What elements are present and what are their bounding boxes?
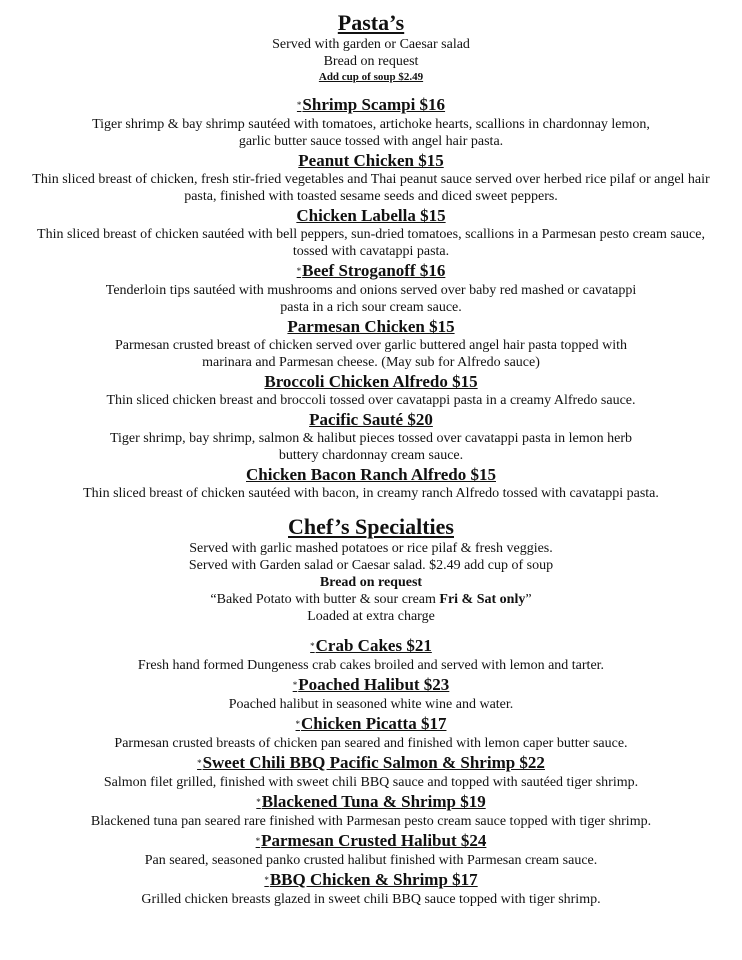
menu-item-title	[0, 674, 742, 696]
menu-item	[0, 752, 742, 791]
menu-item-name-price: BBQ Chicken & Shrimp $17	[269, 870, 478, 889]
menu-item	[0, 409, 742, 464]
asterisk-mark-icon: *	[296, 100, 302, 110]
asterisk-mark-icon: *	[197, 758, 202, 768]
menu-item	[0, 830, 742, 869]
menu-item-title	[0, 635, 742, 657]
menu-item-description: Salmon filet grilled, finished with sweet chili BBQ sauce and topped with sautéed tiger shrimp.	[103, 775, 639, 790]
menu-item-name-price: Sweet Chili BBQ Pacific Salmon & Shrimp $22	[202, 753, 545, 772]
asterisk-mark-icon: *	[255, 836, 261, 846]
soup-note: Add cup of soup $2.49	[318, 71, 424, 83]
menu-item-name-price: Peanut Chicken $15	[298, 151, 444, 170]
menu-item-title	[0, 830, 742, 852]
menu-item	[0, 869, 742, 908]
menu-item-title	[0, 409, 742, 430]
specialties-section	[0, 514, 742, 908]
menu-item-description: Parmesan crusted breast of chicken served over garlic buttered angel hair pasta topped with marinara and Parmesan cheese. (May sub for Alfredo sauce)	[115, 338, 627, 370]
menu-item-title	[0, 205, 742, 226]
menu-item-name-price: Pacific Sauté $20	[309, 410, 433, 429]
extra-charge-note: Loaded at extra charge	[307, 609, 435, 624]
menu-item-name-price: Chicken Labella $15	[296, 206, 446, 225]
asterisk-mark-icon: *	[310, 641, 315, 651]
baked-potato-close: ”	[525, 592, 532, 607]
menu-item	[0, 791, 742, 830]
asterisk-mark-icon: *	[292, 680, 298, 690]
menu-item	[0, 205, 742, 260]
specialty-item-list	[0, 635, 742, 908]
menu-item-description: Tenderloin tips sautéed with mushrooms and onions served over baby red mashed or cavatappi pasta in a rich sour cream sauce.	[105, 283, 637, 315]
menu-item-title	[0, 94, 742, 116]
menu-item-description: Tiger shrimp, bay shrimp, salmon & halibut pieces tossed over cavatappi pasta in lemon herb buttery chardonnay cream sauce.	[109, 431, 633, 463]
menu-item-description: Thin sliced breast of chicken sautéed with bacon, in creamy ranch Alfredo tossed with cavatappi pasta.	[83, 486, 659, 501]
menu-item-title	[0, 316, 742, 337]
menu-item-description: Pan seared, seasoned panko crusted halibut finished with Parmesan cream sauce.	[144, 853, 598, 868]
menu-item-name-price: Chicken Bacon Ranch Alfredo $15	[246, 465, 496, 484]
menu-item	[0, 371, 742, 409]
menu-item-description: Thin sliced breast of chicken sautéed with bell peppers, sun-dried tomatoes, scallions in a Parmesan pesto cream sauce, tossed with cavatappi pasta.	[37, 227, 705, 259]
menu-item-description: Tiger shrimp & bay shrimp sautéed with tomatoes, artichoke hearts, scallions in chardonnay lemon, garlic butter sauce tossed with angel hair pasta.	[92, 117, 650, 149]
menu-item	[0, 316, 742, 371]
menu-item-title	[0, 371, 742, 392]
menu-item-title	[0, 791, 742, 813]
section-title: Pasta’s	[337, 10, 405, 35]
menu-item-name-price: Beef Stroganoff $16	[302, 261, 446, 280]
menu-item-name-price: Chicken Picatta $17	[301, 714, 447, 733]
asterisk-mark-icon: *	[296, 266, 302, 276]
menu-item-title	[0, 150, 742, 171]
baked-potato-text: “Baked Potato with butter & sour cream	[210, 592, 440, 607]
menu-item-name-price: Poached Halibut $23	[298, 675, 450, 694]
baked-potato-days: Fri & Sat only	[439, 592, 526, 607]
menu-item-name-price: Blackened Tuna & Shrimp $19	[261, 792, 486, 811]
menu-item-description: Blackened tuna pan seared rare finished with Parmesan pesto cream sauce topped with tiger shrimp.	[90, 814, 652, 829]
menu-item-name-price: Crab Cakes $21	[315, 636, 432, 655]
intro-line: Served with garden or Caesar salad	[272, 37, 470, 52]
menu-item-description: Thin sliced chicken breast and broccoli tossed over cavatappi pasta in a creamy Alfredo sauce.	[106, 393, 636, 408]
asterisk-mark-icon: *	[295, 719, 301, 729]
baked-potato-note	[0, 591, 742, 608]
menu-item	[0, 464, 742, 502]
bread-note: Bread on request	[319, 575, 423, 590]
menu-item-description: Thin sliced breast of chicken, fresh stir-fried vegetables and Thai peanut sauce served over herbed rice pilaf or angel hair pasta, finished with toasted sesame seeds and diced sweet peppers.	[32, 172, 710, 204]
menu-item	[0, 635, 742, 674]
menu-item-description: Parmesan crusted breasts of chicken pan seared and finished with lemon caper butter sauce.	[114, 736, 628, 751]
menu-item-name-price: Broccoli Chicken Alfredo $15	[264, 372, 478, 391]
menu-item-name-price: Parmesan Crusted Halibut $24	[261, 831, 487, 850]
asterisk-mark-icon: *	[256, 797, 261, 807]
intro-line: Served with Garden salad or Caesar salad. $2.49 add cup of soup	[188, 558, 554, 573]
menu-item	[0, 260, 742, 316]
menu-item	[0, 674, 742, 713]
intro-line: Served with garlic mashed potatoes or rice pilaf & fresh veggies.	[189, 541, 553, 556]
pastas-section	[0, 10, 742, 502]
menu-item-description: Poached halibut in seasoned white wine and water.	[228, 697, 514, 712]
menu-item	[0, 150, 742, 205]
menu-item-title	[0, 260, 742, 282]
menu-item-title	[0, 869, 742, 891]
asterisk-mark-icon: *	[264, 875, 269, 885]
menu-item-description: Grilled chicken breasts glazed in sweet chili BBQ sauce topped with tiger shrimp.	[141, 892, 601, 907]
menu-item-description: Fresh hand formed Dungeness crab cakes broiled and served with lemon and tarter.	[137, 658, 605, 673]
menu-item-title	[0, 464, 742, 485]
menu-item-title	[0, 713, 742, 735]
pasta-item-list	[0, 94, 742, 502]
menu-item-title	[0, 752, 742, 774]
menu-item	[0, 94, 742, 150]
menu-item-name-price: Parmesan Chicken $15	[287, 317, 455, 336]
menu-item	[0, 713, 742, 752]
intro-line: Bread on request	[323, 54, 419, 69]
section-title: Chef’s Specialties	[288, 514, 454, 539]
menu-item-name-price: Shrimp Scampi $16	[302, 95, 446, 114]
